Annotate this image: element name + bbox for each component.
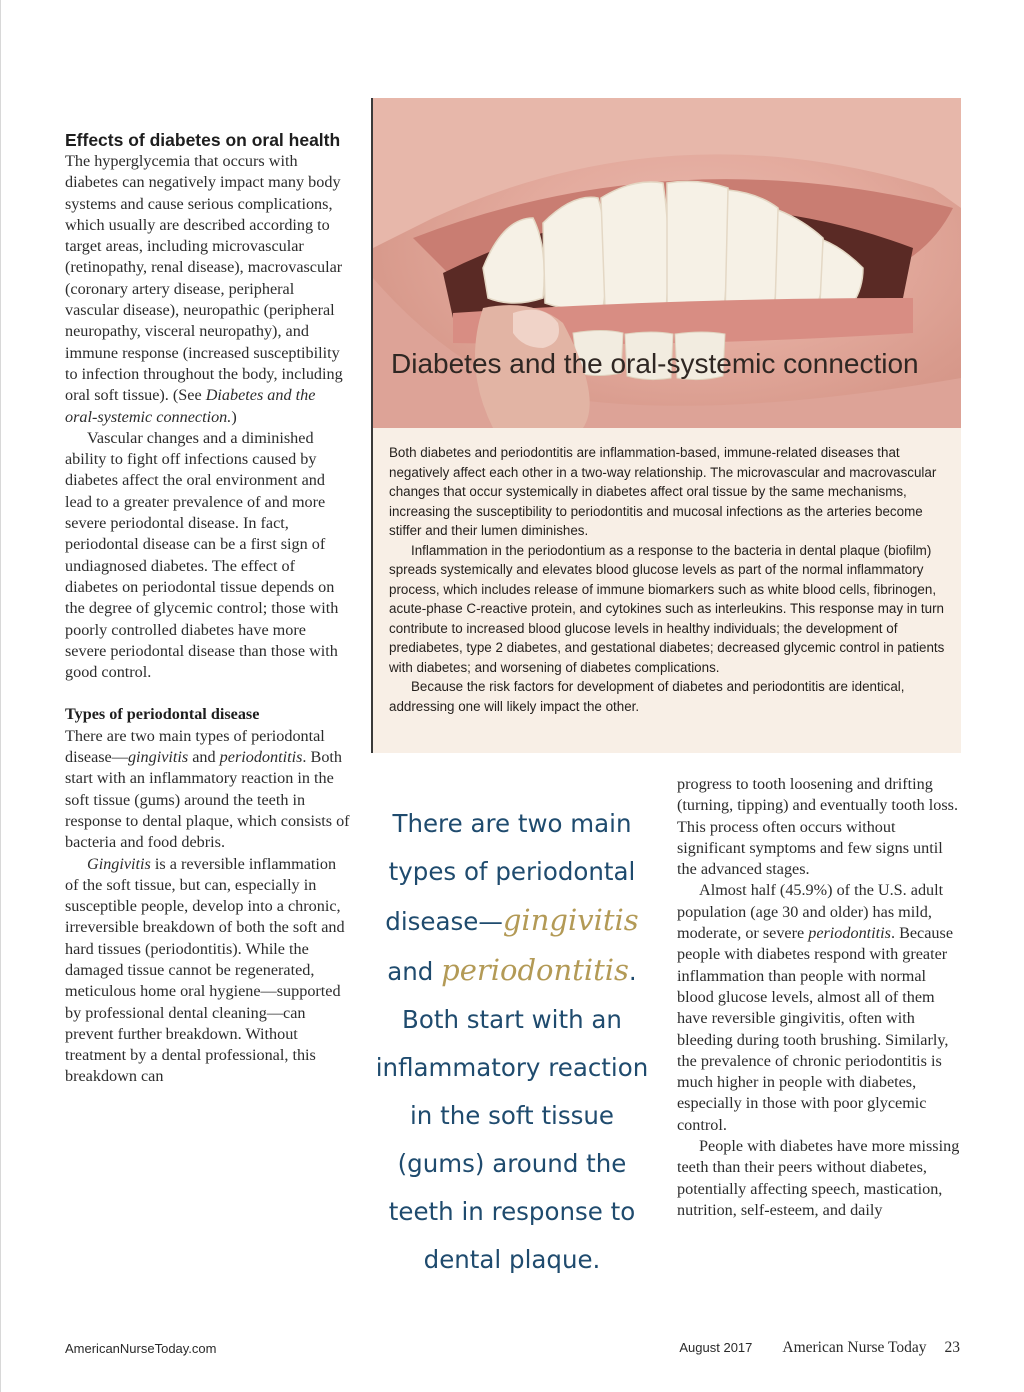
paragraph-text: ) [231, 407, 237, 426]
term-periodontitis: periodontitis [219, 748, 303, 767]
pull-quote [368, 800, 656, 1284]
paragraph-text: is a reversible inflammation of the soft tissue, but can, especially in susceptible people, develop into a chronic, irreversible breakdown of both the soft and hard tissues (periodontitis). While the damaged tissue cannot be regenerated, meticulous home oral hygiene—supported by professional dental cleaning—can prevent further breakdown. Without treatment by a dental professional, this breakdown can [65, 854, 345, 1086]
pull-quote-text: There are two main types of periodontal disease— [385, 809, 636, 936]
paragraph: People with diabetes have more missing teeth than their peers without diabetes, potentially affecting speech, mastication, nutrition, self-esteem, and daily [677, 1137, 960, 1219]
section-heading-effects: Effects of diabetes on oral health [65, 130, 341, 150]
paragraph [677, 880, 962, 1136]
sidebar-paragraph: Inflammation in the periodontium as a response to the bacteria in dental plaque (biofilm) spreads systemically and elevates blood glucose levels as part of the normal inflammatory process, which includes release of immune biomarkers such as white blood cells, fibrinogen, acute-phase C-reactive protein, and cytokines such as interleukins. This response may in turn contribute to increased blood glucose levels in healthy individuals; the development of prediabetes, type 2 diabetes, and gestational diabetes; decreased glycemic control in patients with diabetes; and worsening of diabetes complications. [389, 542, 945, 675]
paragraph-text: Almost half (45.9%) of the U.S. adult population (age 30 and older) has mild, moderate, or severe [677, 881, 944, 943]
footer-publication: American Nurse Today [782, 1339, 927, 1356]
sidebar-box [371, 98, 961, 753]
paragraph-text: The hyperglycemia that occurs with diabetes can negatively impact many body systems and cause serious complications, which usually are described according to target areas, including microvascular (retinopathy, renal disease), macrovascular (coronary artery disease, peripheral vascular disease), neuropathic (peripheral neuropathy, visceral neuropathy), and immune response (increased susceptibility to infection throughout the body, including oral soft tissue). (See [65, 152, 343, 405]
teeth-photo [373, 98, 961, 428]
sidebar-reference: Diabetes and the oral-systemic connection. [65, 386, 316, 426]
footer-date: August 2017 [679, 1340, 753, 1355]
sidebar-body [389, 443, 949, 716]
paragraph-text: . Because people with diabetes respond with greater inflammation than people with normal blood glucose levels, almost all of them have reversible gingivitis, often with bleeding during tooth brushing. Similarly, the prevalence of chronic periodontitis is much higher in people with diabetes, especially in those with poor glycemic control. [677, 924, 954, 1134]
paragraph [65, 854, 350, 1088]
page-edge [0, 0, 1, 1392]
page-number: 23 [944, 1339, 960, 1356]
pull-quote-script-gingivitis: gingivitis [502, 903, 639, 937]
paragraph-text: There are two main types of periodontal disease— [65, 726, 325, 767]
paragraph-text: . Both start with an inflammatory reaction in the soft tissue (gums) around the teeth in response to dental plaque, which consists of bacteria and food debris. [65, 748, 350, 852]
term-gingivitis: gingivitis [127, 748, 189, 767]
section-heading-types: Types of periodontal disease [65, 705, 260, 724]
paragraph [65, 726, 350, 854]
right-column [677, 774, 962, 1221]
paragraph: Vascular changes and a diminished ability to fight off infections caused by diabetes affect the oral environment and lead to a greater prevalence of and more severe periodontal disease. In fact, periodontal disease can be a first sign of undiagnosed diabetes. The effect of diabetes on periodontal tissue depends on the degree of glycemic control; those with poorly controlled diabetes have more severe periodontal disease than those with good control. [65, 428, 339, 682]
pull-quote-text: . Both start with an inflammatory reaction in the soft tissue (gums) around the teeth in response to dental plaque. [375, 957, 649, 1274]
pull-quote-script-periodontitis: periodontitis [441, 953, 629, 987]
footer-info [679, 1339, 960, 1357]
paragraph-text: and [188, 748, 220, 767]
sidebar-title: Diabetes and the oral-systemic connection [391, 348, 919, 379]
footer-website: AmericanNurseToday.com [65, 1341, 217, 1356]
term-gingivitis: Gingivitis [87, 854, 151, 873]
term-periodontitis: periodontitis [808, 924, 891, 943]
sidebar-paragraph: Because the risk factors for development of diabetes and periodontitis are identical, addressing one will likely impact the other. [389, 679, 905, 714]
pull-quote-text: and [387, 957, 442, 986]
left-column [65, 130, 350, 1088]
sidebar-paragraph: Both diabetes and periodontitis are inflammation-based, immune-related diseases that negatively affect each other in a two-way relationship. The microvascular and macrovascular changes that occur systemically in diabetes affect oral tissue by the same mechanisms, increasing the susceptibility to periodontitis and mucosal infections as the arteries become stiffer and their lumen diminishes. [389, 445, 937, 538]
paragraph [65, 151, 350, 428]
paragraph: progress to tooth loosening and drifting (turning, tipping) and eventually tooth loss. This process often occurs without significant symptoms and few signs until the advanced stages. [677, 775, 958, 879]
